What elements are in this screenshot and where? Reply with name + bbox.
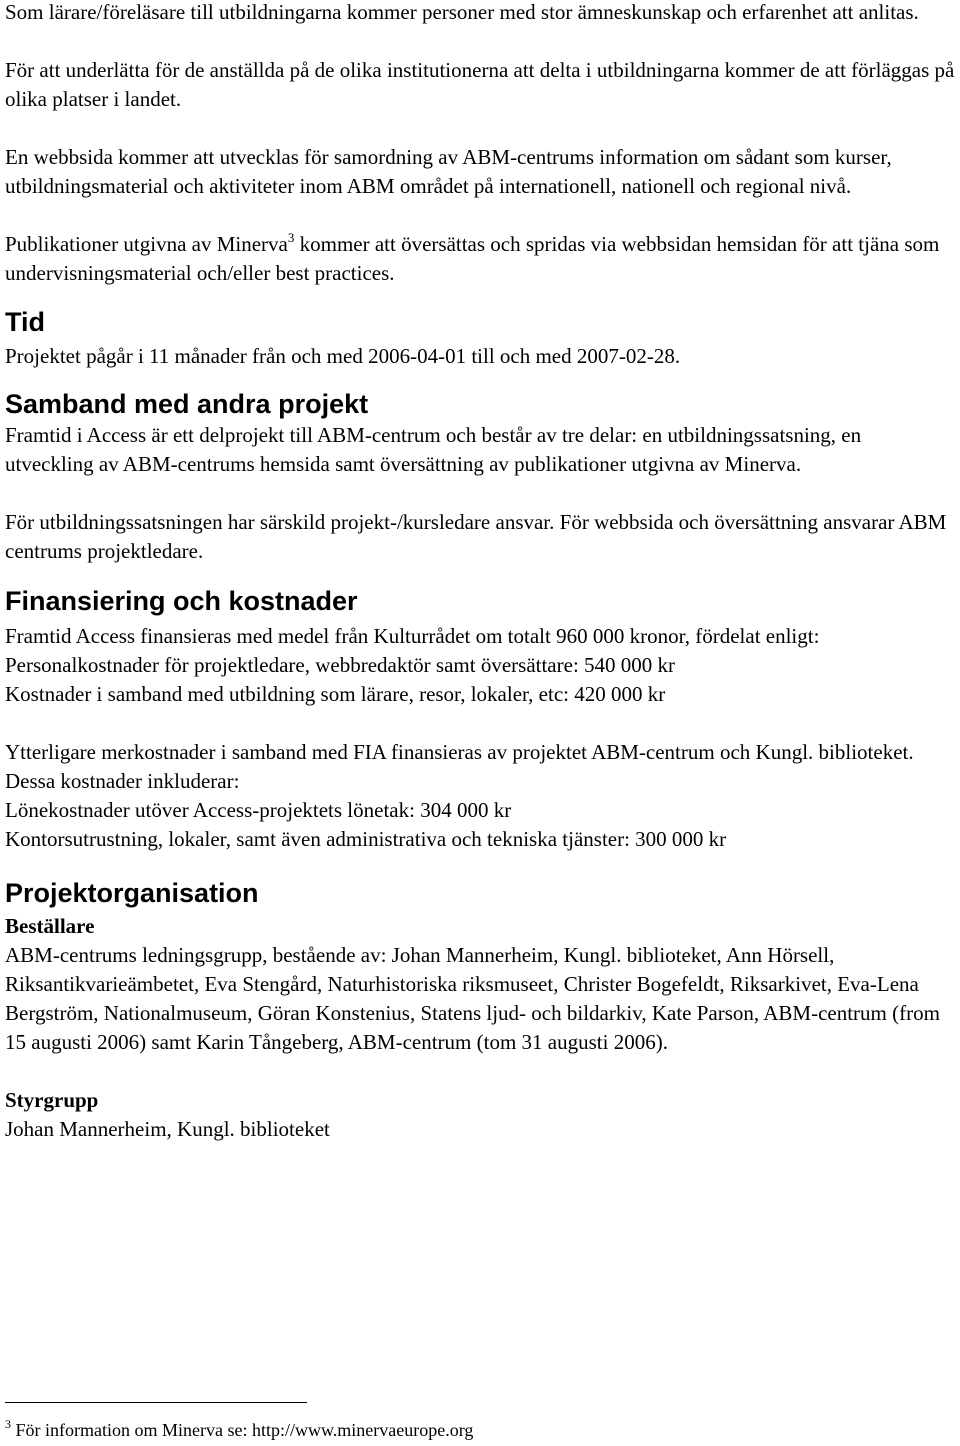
publications-text-before: Publikationer utgivna av Minerva [5, 232, 288, 256]
cost-line-kontor: Kontorsutrustning, lokaler, samt även administrativa och tekniska tjänster: 300 000 kr [5, 827, 727, 851]
document-page [5, 0, 955, 1144]
heading-projektorganisation: Projektorganisation [5, 878, 259, 908]
footnote-number: 3 [5, 1417, 11, 1431]
footnote-divider [5, 1402, 307, 1403]
heading-styrgrupp: Styrgrupp [5, 1088, 99, 1112]
paragraph-samband-2: För utbildningssatsningen har särskild projekt-/kursledare ansvar. För webbsida och översättning ansvarar ABM centrums projektledare. [5, 510, 947, 563]
cost-line-lonekostnader: Lönekostnader utöver Access-projektets lönetak: 304 000 kr [5, 798, 512, 822]
paragraph-website: En webbsida kommer att utvecklas för samordning av ABM-centrums information om sådant som kurser, utbildningsmaterial och aktiviteter inom ABM området på internationell, nationell och regional nivå. [5, 145, 892, 198]
heading-finansiering: Finansiering och kostnader [5, 586, 358, 616]
footnote-text: För information om Minerva se: http://www.minervaeurope.org [11, 1420, 474, 1440]
footnote [5, 1418, 473, 1442]
heading-tid: Tid [5, 307, 45, 337]
paragraph-teachers: Som lärare/föreläsare till utbildningarna kommer personer med stor ämneskunskap och erfarenhet att anlitas. [5, 0, 919, 24]
paragraph-merkostnader: Ytterligare merkostnader i samband med FIA finansieras av projektet ABM-centrum och Kungl. biblioteket. Dessa kostnader inkluderar: [5, 740, 914, 793]
paragraph-tid: Projektet pågår i 11 månader från och med 2006-04-01 till och med 2007-02-28. [5, 344, 681, 368]
paragraph-publications [5, 230, 955, 288]
cost-line-personal: Personalkostnader för projektledare, webbredaktör samt översättare: 540 000 kr [5, 653, 676, 677]
heading-samband: Samband med andra projekt [5, 389, 369, 419]
publications-text-after: kommer att översättas och spridas via webbsidan hemsidan för att tjäna som undervisningsmaterial och/eller best practices. [5, 232, 940, 285]
cost-line-utbildning: Kostnader i samband med utbildning som lärare, resor, lokaler, etc: 420 000 kr [5, 682, 666, 706]
paragraph-bestallare: ABM-centrums ledningsgrupp, bestående av: Johan Mannerheim, Kungl. biblioteket, Ann Hörsell, Riksantikvarieämbetet, Eva Stengård, Naturhistoriska riksmuseet, Christer Bogefeldt, Riksarkivet, Eva-Lena Bergström, Nationalmuseum, Göran Konstenius, Statens ljud- och bildarkiv, Kate Parson, ABM-centrum (from 15 augusti 2006) samt Karin Tångeberg, ABM-centrum (tom 31 augusti 2006). [5, 943, 940, 1054]
paragraph-samband-1: Framtid i Access är ett delprojekt till ABM-centrum och består av tre delar: en utbildningssatsning, en utveckling av ABM-centrums hemsida samt översättning av publikationer utgivna av Minerva. [5, 423, 862, 476]
footnote-reference: 3 [287, 230, 295, 245]
heading-bestallare: Beställare [5, 914, 95, 938]
paragraph-locations: För att underlätta för de anställda på de olika institutionerna att delta i utbildningarna kommer de att förläggas på olika platser i landet. [5, 58, 955, 111]
paragraph-finansiering-intro: Framtid Access finansieras med medel från Kulturrådet om totalt 960 000 kronor, fördelat enligt: [5, 624, 820, 648]
paragraph-styrgrupp: Johan Mannerheim, Kungl. biblioteket [5, 1117, 330, 1141]
